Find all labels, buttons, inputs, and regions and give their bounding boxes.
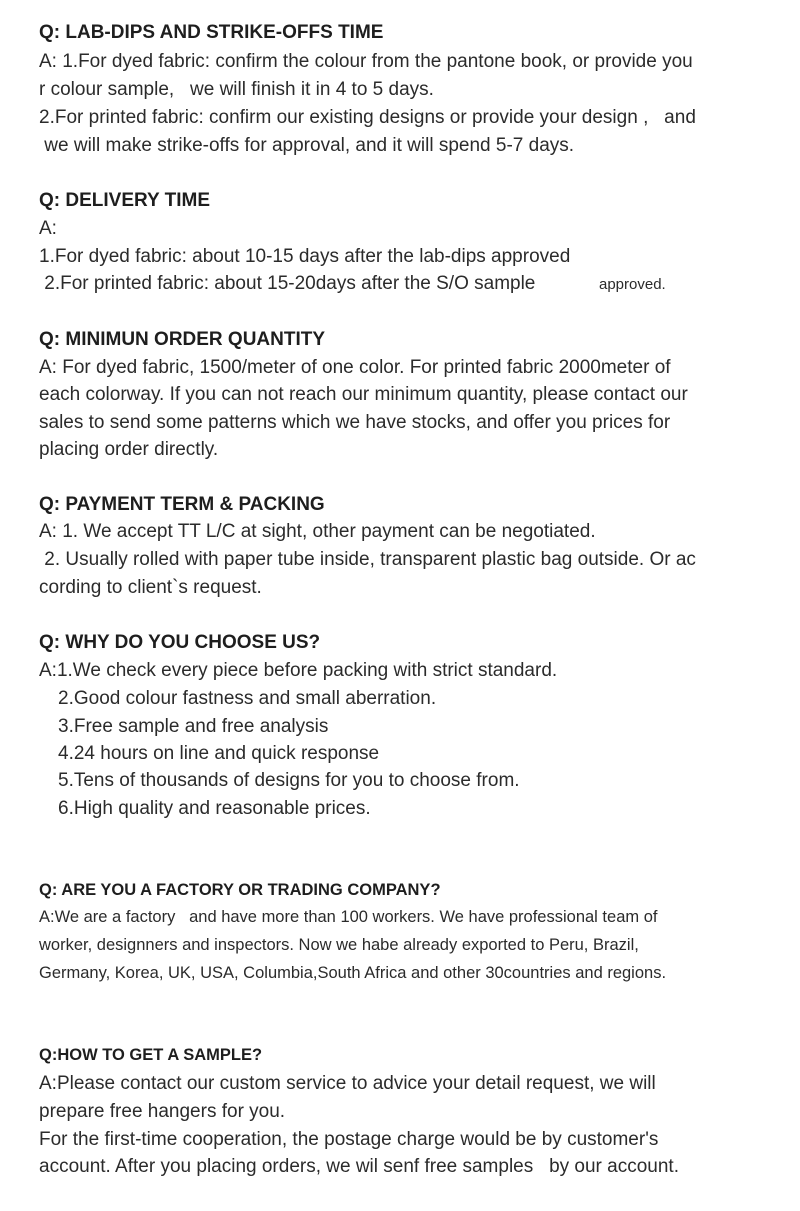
faq-question-lab-dips: Q: LAB-DIPS AND STRIKE-OFFS TIME: [39, 22, 384, 43]
faq-answer-line: sales to send some patterns which we have stocks, and offer you prices for: [39, 412, 671, 433]
faq-question-payment: Q: PAYMENT TERM & PACKING: [39, 494, 325, 515]
faq-answer-line: A:1.We check every piece before packing with strict standard.: [39, 660, 558, 681]
faq-question-why-us: Q: WHY DO YOU CHOOSE US?: [39, 632, 321, 653]
faq-answer-line: 2.For printed fabric: about 15-20days after the S/O sample: [39, 273, 536, 294]
faq-answer-line: cording to client`s request.: [39, 577, 262, 598]
faq-answer-line-tail: approved.: [599, 276, 666, 293]
faq-answer-line: 2. Usually rolled with paper tube inside, transparent plastic bag outside. Or ac: [39, 549, 696, 570]
faq-answer-line: prepare free hangers for you.: [39, 1101, 286, 1122]
faq-answer-line: 4.24 hours on line and quick response: [58, 743, 380, 764]
faq-answer-line: each colorway. If you can not reach our minimum quantity, please contact our: [39, 384, 688, 405]
faq-answer-line: A: 1.For dyed fabric: confirm the colour from the pantone book, or provide you: [39, 51, 693, 72]
faq-answer-line: A:: [39, 218, 57, 239]
faq-answer-line: A: For dyed fabric, 1500/meter of one color. For printed fabric 2000meter of: [39, 357, 671, 378]
faq-question-min-order: Q: MINIMUN ORDER QUANTITY: [39, 329, 326, 350]
faq-answer-line: A:We are a factory and have more than 100 workers. We have professional team of: [39, 908, 658, 926]
faq-answer-line: 1.For dyed fabric: about 10-15 days after the lab-dips approved: [39, 246, 571, 267]
faq-answer-line: 2.Good colour fastness and small aberration.: [58, 688, 437, 709]
faq-question-factory: Q: ARE YOU A FACTORY OR TRADING COMPANY?: [39, 881, 441, 899]
faq-answer-line: 6.High quality and reasonable prices.: [58, 798, 371, 819]
faq-answer-line: A: 1. We accept TT L/C at sight, other payment can be negotiated.: [39, 521, 596, 542]
faq-answer-line: account. After you placing orders, we wil senf free samples by our account.: [39, 1156, 679, 1177]
faq-answer-line: we will make strike-offs for approval, and it will spend 5-7 days.: [39, 135, 575, 156]
faq-answer-line: r colour sample, we will finish it in 4 to 5 days.: [39, 79, 434, 100]
faq-answer-line: placing order directly.: [39, 439, 219, 460]
faq-answer-line: 3.Free sample and free analysis: [58, 716, 329, 737]
faq-question-delivery: Q: DELIVERY TIME: [39, 190, 211, 211]
faq-answer-line: Germany, Korea, UK, USA, Columbia,South Africa and other 30countries and regions.: [39, 964, 667, 982]
faq-question-sample: Q:HOW TO GET A SAMPLE?: [39, 1046, 263, 1064]
faq-answer-line: For the first-time cooperation, the postage charge would be by customer's: [39, 1129, 659, 1150]
faq-answer-line: worker, designners and inspectors. Now we habe already exported to Peru, Brazil,: [39, 936, 639, 954]
faq-answer-line: A:Please contact our custom service to advice your detail request, we will: [39, 1073, 656, 1094]
faq-answer-line: 5.Tens of thousands of designs for you to choose from.: [58, 770, 520, 791]
faq-answer-line: 2.For printed fabric: confirm our existing designs or provide your design , and: [39, 107, 696, 128]
